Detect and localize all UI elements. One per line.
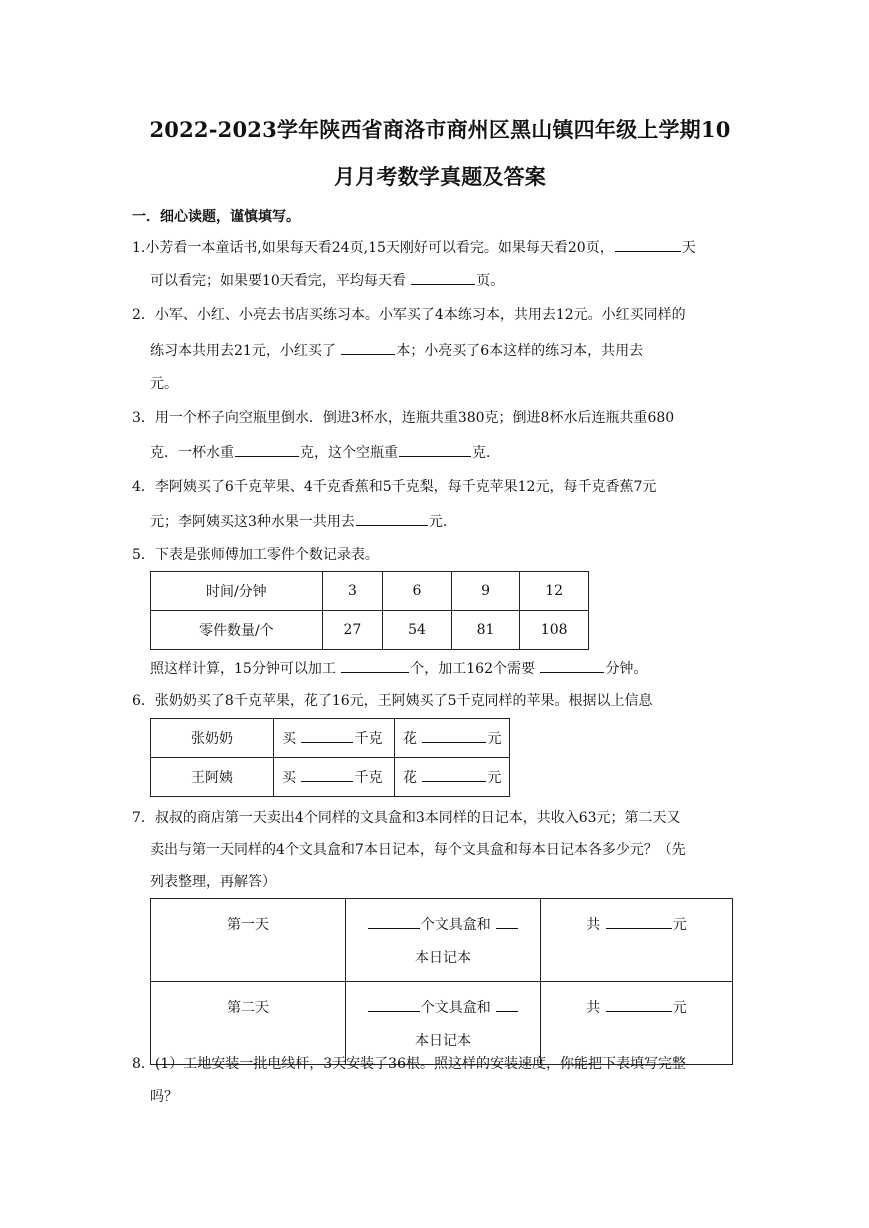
q6-spend-label: 花	[403, 770, 422, 786]
q7-answer-blank[interactable]	[496, 914, 518, 929]
q6-answer-blank[interactable]	[422, 728, 486, 743]
q5-text-b: 个，加工162个需要	[410, 661, 540, 677]
q7-line1: 7．叔叔的商店第一天卖出4个同样的文具盒和3本同样的日记本，共收入63元；第二天又	[132, 810, 681, 826]
q5-cell: 6	[383, 572, 452, 611]
q3-text-c: 克．	[472, 445, 500, 461]
q7-yuan-unit: 元	[672, 917, 687, 933]
section-heading: 一．细心读题，谨慎填写。	[132, 209, 300, 225]
q6-spend-cell	[395, 719, 510, 758]
q1-text-d: 页。	[476, 273, 505, 289]
q5-cell: 时间/分钟	[151, 572, 323, 611]
q7-answer-blank[interactable]	[368, 997, 420, 1012]
q7-line2: 卖出与第一天同样的4个文具盒和7本日记本，每个文具盒和每本日记本各多少元？（先	[150, 842, 686, 858]
q2-text-b: 本；小亮买了6本这样的练习本，共用去	[396, 343, 644, 359]
q6-answer-blank[interactable]	[301, 767, 353, 782]
q4-line1: 4．李阿姨买了6千克苹果、4千克香蕉和5千克梨，每千克苹果12元，每千克香蕉7元	[132, 479, 657, 495]
q7-day-cell: 第一天	[151, 899, 346, 982]
q1-text-b: 天	[681, 240, 696, 256]
q5-text-a: 照这样计算，15分钟可以加工	[150, 661, 341, 677]
q7-items-text-a: 个文具盒和	[420, 1000, 491, 1016]
q6-kg-unit: 千克	[354, 770, 383, 786]
q7-total-cell	[541, 982, 733, 1065]
q7-items-text-b: 本日记本	[415, 1033, 471, 1049]
q3-answer-blank-1[interactable]	[235, 442, 299, 457]
q5-cell: 54	[383, 611, 452, 650]
q7-items-text-a: 个文具盒和	[420, 917, 491, 933]
q5-cell: 12	[520, 572, 589, 611]
q7-table-row	[151, 899, 733, 982]
q5-after	[150, 658, 647, 679]
q6-answer-blank[interactable]	[301, 728, 353, 743]
q5-cell: 3	[322, 572, 383, 611]
q6-spend-label: 花	[403, 731, 422, 747]
q5-table-row	[151, 611, 589, 650]
q3-answer-blank-2[interactable]	[399, 442, 471, 457]
q3-line1: 3．用一个杯子向空瓶里倒水．倒进3杯水，连瓶共重380克；倒进8杯水后连瓶共重680	[132, 410, 675, 426]
q1-text-a: 1.小芳看一本童话书,如果每天看24页,15天刚好可以看完。如果每天看20页，	[132, 240, 614, 256]
q7-items-text-b: 本日记本	[415, 950, 471, 966]
q2-line1: 2．小军、小红、小亮去书店买练习本。小军买了4本练习本，共用去12元。小红买同样的	[132, 307, 686, 323]
q5-cell: 81	[451, 611, 520, 650]
q7-total-label: 共	[586, 1000, 605, 1016]
q7-answer-blank[interactable]	[606, 914, 672, 929]
q7-answer-blank[interactable]	[496, 997, 518, 1012]
q4-line2	[150, 511, 457, 532]
q7-day-cell: 第二天	[151, 982, 346, 1065]
q7-line3: 列表整理，再解答）	[150, 874, 276, 890]
q1-text-c: 可以看完；如果要10天看完，平均每天看	[150, 273, 411, 289]
q7-answer-blank[interactable]	[606, 997, 672, 1012]
q7-total-cell	[541, 899, 733, 982]
q6-table-row	[151, 758, 510, 797]
q1-answer-blank-1[interactable]	[615, 237, 681, 252]
q5-intro: 5．下表是张师傅加工零件个数记录表。	[132, 547, 379, 563]
q6-yuan-unit: 元	[487, 770, 502, 786]
doc-title-line1: 2022-2023学年陕西省商洛市商州区黑山镇四年级上学期10	[149, 117, 731, 142]
q6-table-row	[151, 719, 510, 758]
q6-buy-label: 买	[282, 731, 301, 747]
q6-table	[150, 718, 510, 797]
q5-answer-blank-1[interactable]	[341, 658, 409, 673]
q6-kg-unit: 千克	[354, 731, 383, 747]
q5-table	[150, 571, 589, 650]
q3-text-b: 克，这个空瓶重	[300, 445, 398, 461]
q4-answer-blank-1[interactable]	[356, 511, 428, 526]
q3-text-a: 克．一杯水重	[150, 445, 234, 461]
q7-yuan-unit: 元	[672, 1000, 687, 1016]
q7-table-row	[151, 982, 733, 1065]
q6-intro: 6．张奶奶买了8千克苹果，花了16元，王阿姨买了5千克同样的苹果。根据以上信息	[132, 693, 653, 709]
q6-name-cell: 张奶奶	[151, 719, 274, 758]
q6-name-cell: 王阿姨	[151, 758, 274, 797]
q5-table-row	[151, 572, 589, 611]
q1-line1	[132, 237, 696, 258]
q7-items-cell	[346, 899, 541, 982]
q2-text-a: 练习本共用去21元，小红买了	[150, 343, 341, 359]
q5-cell: 零件数量/个	[151, 611, 323, 650]
q4-text-b: 元．	[428, 514, 457, 530]
q7-answer-blank[interactable]	[368, 914, 420, 929]
q5-text-c: 分钟。	[605, 661, 648, 677]
q6-buy-cell	[274, 719, 395, 758]
q6-yuan-unit: 元	[487, 731, 502, 747]
q1-line2	[150, 270, 504, 291]
q8-line2: 吗？	[150, 1089, 178, 1105]
q5-answer-blank-2[interactable]	[540, 658, 604, 673]
q7-table	[150, 898, 733, 1065]
q6-spend-cell	[395, 758, 510, 797]
q6-buy-label: 买	[282, 770, 301, 786]
q5-cell: 108	[520, 611, 589, 650]
q2-line3: 元。	[150, 376, 178, 392]
q1-answer-blank-2[interactable]	[411, 270, 475, 285]
doc-title-line2: 月月考数学真题及答案	[334, 164, 546, 189]
q8-line1: 8．(1）工地安装一批电线杆，3天安装了36根。照这样的安装速度，你能把下表填写完整	[132, 1056, 686, 1072]
q6-buy-cell	[274, 758, 395, 797]
q2-line2	[150, 340, 643, 361]
q6-answer-blank[interactable]	[422, 767, 486, 782]
q3-line2	[150, 442, 500, 463]
q4-text-a: 元；李阿姨买这3种水果一共用去	[150, 514, 355, 530]
q5-cell: 9	[451, 572, 520, 611]
q7-total-label: 共	[586, 917, 605, 933]
q5-cell: 27	[322, 611, 383, 650]
q7-items-cell	[346, 982, 541, 1065]
q2-answer-blank-1[interactable]	[341, 340, 395, 355]
